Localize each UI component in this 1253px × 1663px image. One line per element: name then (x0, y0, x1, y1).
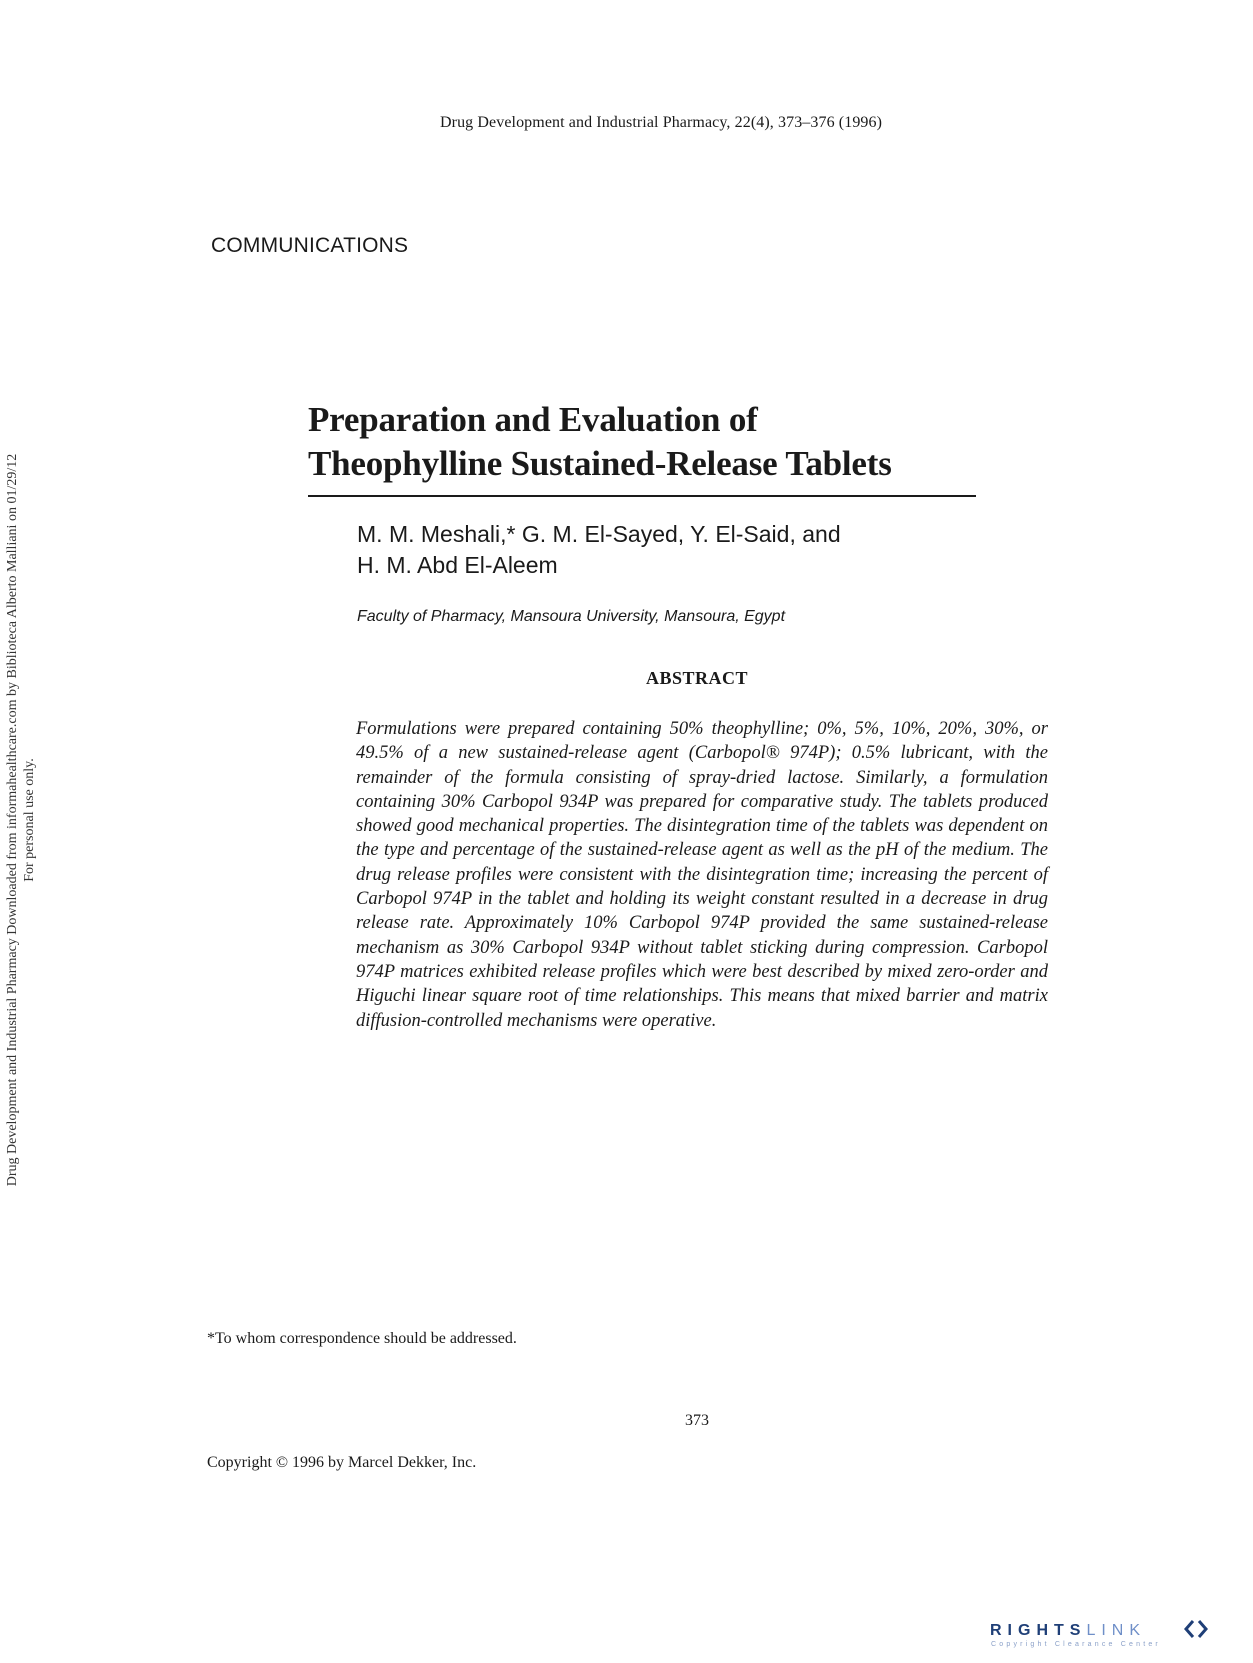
rightslink-brand-dark: RIGHTS (990, 1622, 1087, 1639)
affiliation: Faculty of Pharmacy, Mansoura University, Mansoura, Egypt (357, 608, 786, 625)
title-line-1: Preparation and Evaluation of (308, 400, 758, 439)
authors-line-1: M. M. Meshali,* G. M. El-Sayed, Y. El-Said, and (357, 521, 841, 547)
copyright-notice: Copyright © 1996 by Marcel Dekker, Inc. (207, 1454, 477, 1471)
rightslink-arrows-icon (1186, 1621, 1206, 1637)
title-divider (308, 495, 976, 497)
authors-line-2: H. M. Abd El-Aleem (357, 552, 558, 578)
rightslink-tagline: Copyright Clearance Center (991, 1641, 1161, 1648)
page-number: 373 (685, 1412, 709, 1429)
journal-header: Drug Development and Industrial Pharmacy, 22(4), 373–376 (1996) (440, 114, 883, 131)
article-title (308, 398, 892, 486)
watermark-line-1: Drug Development and Industrial Pharmacy Downloaded from informahealthcare.com by Biblioteca Alberto Malliani on 01/29/12 (5, 453, 20, 1187)
watermark-line-2: For personal use only. (22, 758, 37, 882)
correspondence-footnote: *To whom correspondence should be addressed. (207, 1330, 517, 1347)
download-watermark (4, 385, 38, 1255)
rightslink-brand-light: LINK (1086, 1622, 1147, 1639)
rightslink-brand-text (990, 1622, 1146, 1639)
title-line-2: Theophylline Sustained-Release Tablets (308, 444, 892, 483)
abstract-body: Formulations were prepared containing 50% theophylline; 0%, 5%, 10%, 20%, 30%, or 49.5% of a new sustained-release agent (Carbopol® 974P); 0.5% lubricant, with the remainder of the formula consisting of spray-dried lactose. Similarly, a formulation containing 30% Carbopol 934P was prepared for comparative study. The tablets produced showed good mechanical properties. The disintegration time of the tablets was dependent on the type and percentage of the sustained-release agent as well as the pH of the medium. The drug release profiles were consistent with the disintegration time; increasing the percent of Carbopol 974P in the tablet and holding its weight constant resulted in a decrease in drug release rate. Approximately 10% Carbopol 974P provided the same sustained-release mechanism as 30% Carbopol 934P without tablet sticking during compression. Carbopol 974P matrices exhibited release profiles which were best described by mixed zero-order and Higuchi linear square root of time relationships. This means that mixed barrier and matrix diffusion-controlled mechanisms were operative. (356, 719, 1048, 1031)
rightslink-logo (990, 1618, 1215, 1648)
abstract-heading: ABSTRACT (646, 668, 749, 688)
author-list (357, 519, 841, 581)
section-label: COMMUNICATIONS (211, 234, 409, 257)
